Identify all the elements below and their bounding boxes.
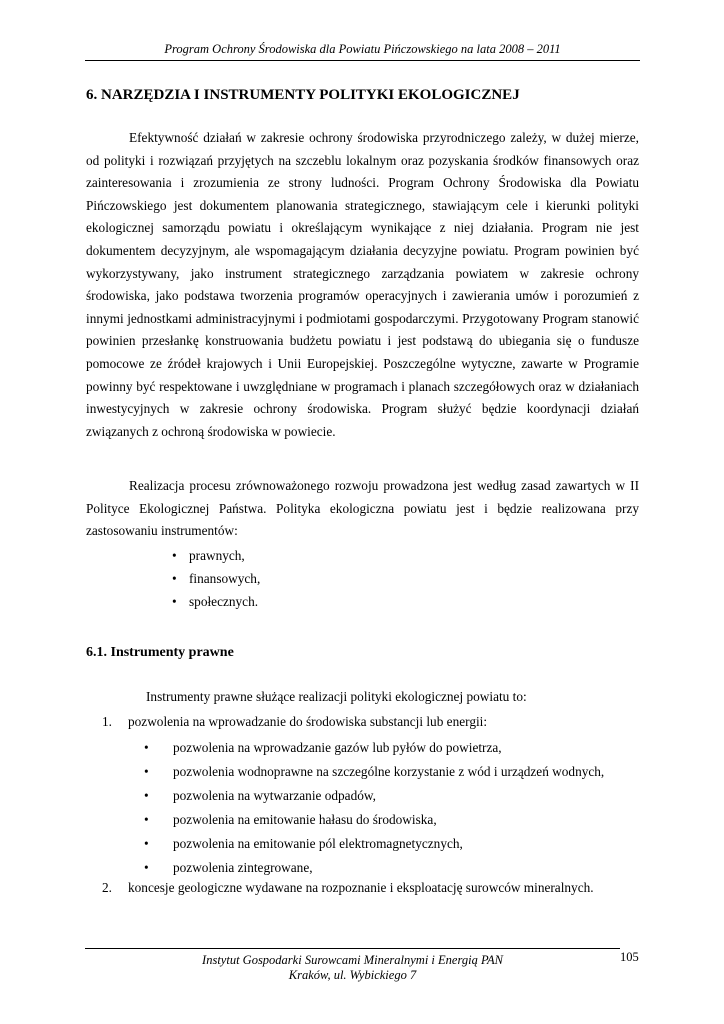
item-number: 2. <box>102 880 112 895</box>
item-text: koncesje geologiczne wydawane na rozpoznanie i eksploatację surowców mineralnych. <box>128 880 594 895</box>
bullet-icon: • <box>172 548 177 563</box>
bullet-icon: • <box>144 740 149 755</box>
bullet-icon: • <box>144 811 149 827</box>
bullet-icon: • <box>172 571 177 587</box>
section-title: 6. NARZĘDZIA I INSTRUMENTY POLITYKI EKOLOGICZNEJ <box>86 87 520 103</box>
page-footer <box>85 953 620 983</box>
bullet-icon: • <box>172 594 177 610</box>
subsection-intro: Instrumenty prawne służące realizacji polityki ekologicznej powiatu to: <box>146 689 527 704</box>
permits-list <box>144 736 604 879</box>
page-header-title: Program Ochrony Środowiska dla Powiatu Pińczowskiego na lata 2008 – 2011 <box>164 42 561 56</box>
subsection-title: 6.1. Instrumenty prawne <box>86 645 234 660</box>
header-divider <box>85 60 640 61</box>
footer-divider <box>85 948 620 949</box>
list-item: • pozwolenia zintegrowane, <box>144 856 604 880</box>
footer-institute: Instytut Gospodarki Surowcami Mineralnymi i Energią PAN <box>202 953 503 967</box>
list-item: • pozwolenia na wytwarzanie odpadów, <box>144 784 604 808</box>
list-item: • pozwolenia na emitowanie hałasu do środowiska, <box>144 808 604 832</box>
bullet-icon: • <box>144 763 149 779</box>
list-item: • finansowych, <box>170 567 260 590</box>
page-number: 105 <box>620 950 639 964</box>
list-item: • pozwolenia wodnoprawne na szczególne korzystanie z wód i urządzeń wodnych, <box>144 760 604 784</box>
list-item: • prawnych, <box>170 544 260 567</box>
list-item: • pozwolenia na emitowanie pól elektromagnetycznych, <box>144 832 604 856</box>
item-number: 1. <box>102 714 112 729</box>
list-item: • pozwolenia na wprowadzanie gazów lub pyłów do powietrza, <box>144 736 604 760</box>
bullet-icon: • <box>144 787 149 803</box>
item-text: pozwolenia na wprowadzanie do środowiska substancji lub energii: <box>128 714 488 729</box>
instrument-types-list <box>170 544 260 614</box>
footer-address: Kraków, ul. Wybickiego 7 <box>288 968 417 982</box>
bullet-icon: • <box>144 859 149 875</box>
paragraph-realization: Realizacja procesu zrównoważonego rozwoju prowadzona jest według zasad zawartych w II Polityce Ekologicznej Państwa. Polityka ekologiczna powiatu jest i będzie realizowana przy zastosowaniu instrumentów: <box>86 478 639 539</box>
list-item: • społecznych. <box>170 590 260 613</box>
paragraph-effectiveness: Efektywność działań w zakresie ochrony środowiska przyrodniczego zależy, w dużej mierze, od polityki i rozwiązań przyjętych na szczeblu lokalnym oraz pozyskania środków finansowych oraz zainteresowania i zrozumienia ze strony ludności. Program Ochrony Środowiska dla Powiatu Pińczowskiego jest dokumentem planowania strategicznego, stawiającym cele i kierunki polityki ekologicznej samorządu powiatu i określającym wynikające z niej działania. Program nie jest dokumentem decyzyjnym, ale wspomagającym działania decyzyjne powiatu. Program powinien być wykorzystywany, jako instrument strategicznego zarządzania powiatem w zakresie ochrony środowiska, jako podstawa tworzenia programów operacyjnych i zawierania umów i porozumień z innymi jednostkami administracyjnymi i podmiotami gospodarczymi. Przygotowany Program stanowić powinien przesłankę konstruowania budżetu powiatu i jest podstawą do ubiegania się o fundusze pomocowe ze źródeł krajowych i Unii Europejskiej. Poszczególne wytyczne, zawarte w Programie powinny być respektowane i uwzględniane w programach i planach szczegółowych oraz w działaniach inwestycyjnych w zakresie ochrony środowiska. Program służyć będzie koordynacji działań związanych z ochroną środowiska w powiecie. <box>86 130 639 439</box>
bullet-icon: • <box>144 835 149 851</box>
